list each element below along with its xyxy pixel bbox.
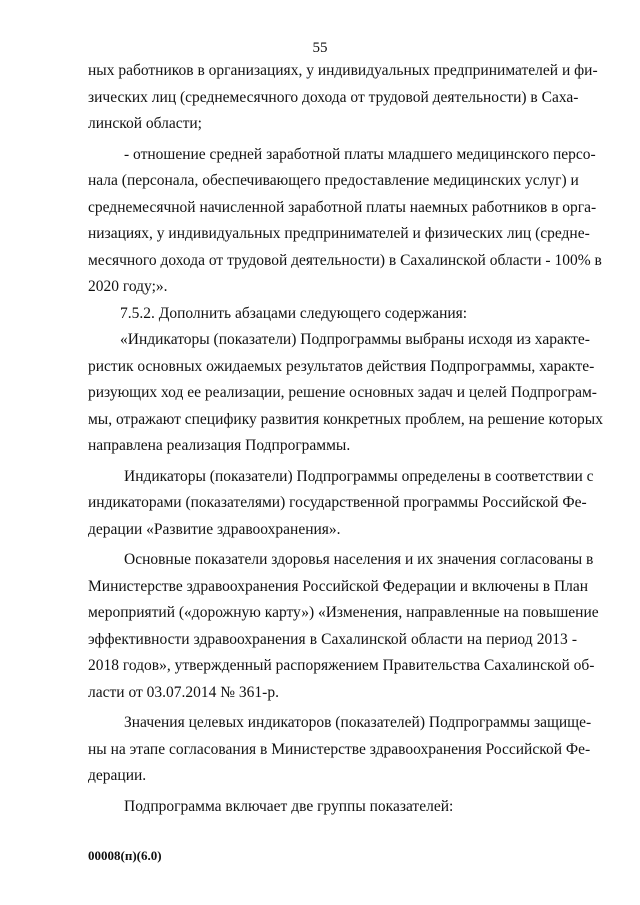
text-line: направлена реализация Подпрограммы. (88, 437, 351, 454)
text-line: - отношение средней заработной платы младшего медицинского персо- (124, 145, 596, 163)
text-line: Подпрограмма включает две группы показателей: (124, 797, 454, 815)
text-line: 2018 годов», утвержденный распоряжением Правительства Сахалинской об- (88, 657, 595, 674)
text-line: мы, отражают специфику развития конкретных проблем, на решение которых (88, 410, 603, 428)
text-line: линской области; (88, 115, 202, 132)
text-line: «Индикаторы (показатели) Подпрограммы выбраны исходя из характе- (120, 331, 590, 348)
text-line: зических лиц (среднемесячного дохода от трудовой деятельности) в Саха- (88, 88, 579, 106)
text-line: Министерстве здравоохранения Российской Федерации и включены в План (88, 577, 589, 595)
page-number: 55 (312, 40, 328, 56)
text-line: 7.5.2. Дополнить абзацами следующего содержания: (120, 304, 468, 322)
text-line: дерации. (88, 767, 147, 784)
text-line: ных работников в организациях, у индивидуальных предпринимателей и фи- (88, 62, 598, 79)
text-line: ласти от 03.07.2014 № 361-р. (88, 683, 279, 701)
text-line: нала (персонала, обеспечивающего предоставление медицинских услуг) и (88, 172, 579, 189)
footer-document-code: 00008(п)(6.0) (88, 848, 162, 863)
text-line: эффективности здравоохранения в Сахалинской области на период 2013 - (88, 630, 577, 648)
document-body (88, 58, 603, 820)
text-line: Индикаторы (показатели) Подпрограммы определены в соответствии с (124, 467, 594, 485)
text-line: ризующих ход ее реализации, решение основных задач и целей Подпрограм- (88, 384, 597, 401)
text-line: низациях, у индивидуальных предпринимателей и физических лиц (средне- (88, 225, 590, 242)
text-line: 2020 году;». (88, 278, 168, 295)
text-line: Значения целевых индикаторов (показателей) Подпрограммы защище- (124, 714, 592, 731)
text-line: Основные показатели здоровья населения и их значения согласованы в (124, 551, 594, 568)
text-line: среднемесячной начисленной заработной платы наемных работников в орга- (88, 198, 597, 216)
text-line: ны на этапе согласования в Министерстве здравоохранения Российской Фе- (88, 740, 591, 758)
text-line: дерации «Развитие здравоохранения». (88, 520, 341, 538)
text-line: месячного дохода от трудовой деятельности) в Сахалинской области - 100% в (88, 251, 602, 269)
text-line: ристик основных ожидаемых результатов действия Подпрограммы, характе- (88, 357, 595, 375)
text-line: мероприятий («дорожную карту») «Изменения, направленные на повышение (88, 604, 599, 621)
text-line: индикаторами (показателями) государственной программы Российской Фе- (88, 494, 587, 511)
